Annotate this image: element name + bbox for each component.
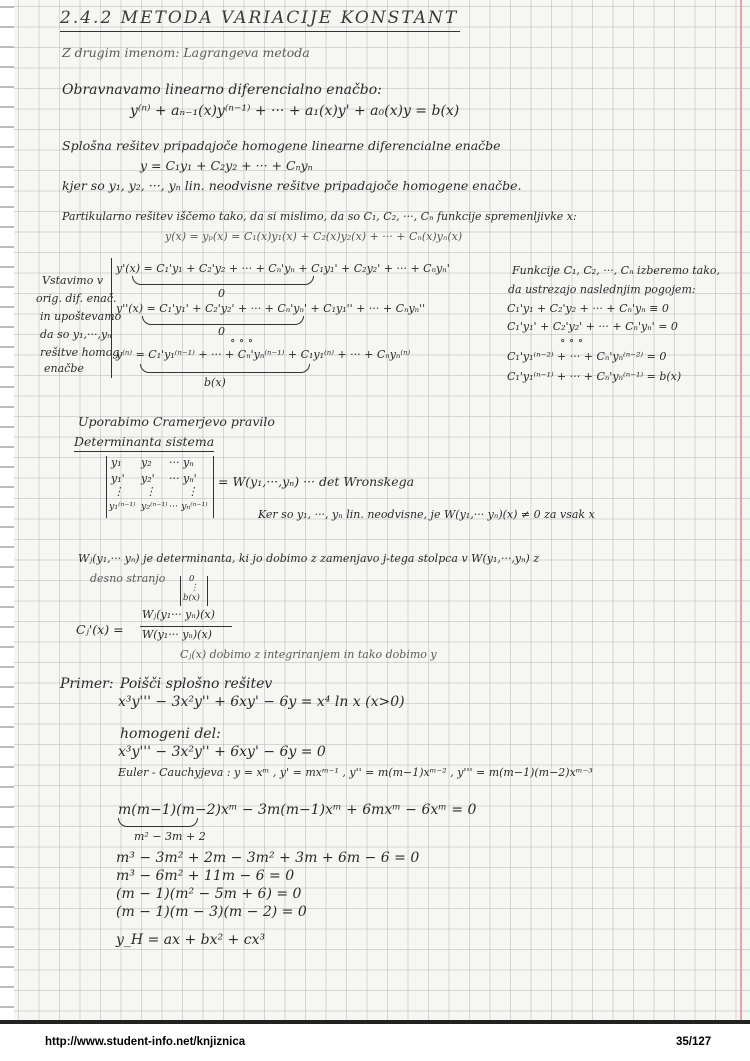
left-note-3: in upoštevamo <box>40 310 122 323</box>
determinant-title: Determinanta sistema <box>74 434 215 449</box>
left-note-2: orig. dif. enač. <box>36 292 117 305</box>
wronskian-label: = W(y₁,···,yₙ) ··· det Wronskega <box>218 474 415 489</box>
matrix-cell: y₁ <box>111 456 122 469</box>
source-link[interactable]: http://www.student-info.net/knjiznica <box>45 1036 246 1048</box>
step-1-under: m² − 3m + 2 <box>134 830 206 843</box>
first-derivative: y'(x) = C₁'y₁ + C₂'y₂ + ··· + Cₙ'yₙ + C₁y₁' + C₂y₂' + ··· + Cₙyₙ' <box>116 262 450 275</box>
matrix-cell: ⋮ <box>187 485 198 498</box>
brace-2 <box>142 316 304 325</box>
margin-line <box>740 0 742 1020</box>
footer-band <box>0 1020 750 1024</box>
condition-4: C₁'y₁⁽ⁿ⁻¹⁾ + ··· + Cₙ'yₙ⁽ⁿ⁻¹⁾ = b(x) <box>507 370 682 383</box>
left-note-4: da so y₁,···,yₙ <box>40 328 112 341</box>
condition-2: C₁'y₁' + C₂'y₂' + ··· + Cₙ'yₙ' = 0 <box>507 320 678 333</box>
homogeneous-solution: y = C₁y₁ + C₂y₂ + ··· + Cₙyₙ <box>140 158 313 173</box>
left-note-1: Vstavimo v <box>42 274 104 287</box>
cramer-title: Uporabimo Cramerjevo pravilo <box>78 414 275 429</box>
cj-denominator: W(y₁··· yₙ)(x) <box>142 628 212 641</box>
wronskian-matrix <box>106 456 214 518</box>
second-derivative: y''(x) = C₁'y₁' + C₂'y₂' + ··· + Cₙ'yₙ' + C₁y₁'' + ··· + Cₙyₙ'' <box>116 302 426 315</box>
homogeneous-label: homogeni del: <box>120 726 221 742</box>
homogeneous-equation: x³y''' − 3x²y'' + 6xy' − 6y = 0 <box>118 744 326 760</box>
matrix-cell: y₁' <box>111 472 125 485</box>
matrix-cell: ⋮ <box>145 485 156 498</box>
nth-derivative: y⁽ⁿ⁾ = C₁'y₁⁽ⁿ⁻¹⁾ + ··· + Cₙ'yₙ⁽ⁿ⁻¹⁾ + C₁y₁⁽ⁿ⁾ + ··· + Cₙyₙ⁽ⁿ⁾ <box>116 348 411 361</box>
vector-cell: b(x) <box>183 593 200 603</box>
condition-3: C₁'y₁⁽ⁿ⁻²⁾ + ··· + Cₙ'yₙ⁽ⁿ⁻²⁾ = 0 <box>507 350 667 363</box>
step-1-brace <box>118 818 198 827</box>
det-title-underline <box>74 451 214 452</box>
step-1: m(m−1)(m−2)xᵐ − 3m(m−1)xᵐ + 6mxᵐ − 6xᵐ = 0 <box>118 802 477 818</box>
independence-note: kjer so y₁, y₂, ···, yₙ lin. neodvisne rešitve pripadajoče homogene enačbe. <box>62 178 522 193</box>
vector-cell: 0 <box>189 574 195 584</box>
step-2: m³ − 3m² + 2m − 3m² + 3m + 6m − 6 = 0 <box>116 850 420 866</box>
heading-underline <box>60 31 460 32</box>
euler-cauchy: Euler - Cauchyjeva : y = xᵐ , y' = mxᵐ⁻¹ , y'' = m(m−1)xᵐ⁻² , y''' = m(m−1)(m−2)xᵐ⁻³ <box>118 766 593 779</box>
section-heading: 2.4.2 METODA VARIACIJE KONSTANT <box>60 8 459 28</box>
left-note-6: enačbe <box>44 362 84 375</box>
matrix-cell: ··· yₙ' <box>169 472 197 485</box>
spiral-binding <box>0 0 14 1020</box>
matrix-cell: y₂' <box>141 472 155 485</box>
matrix-cell: y₂⁽ⁿ⁻¹⁾ <box>141 501 168 512</box>
matrix-cell: ··· yₙ <box>169 456 194 469</box>
right-note-1: Funkcije C₁, C₂, ···, Cₙ izberemo tako, <box>512 264 721 277</box>
wj-definition: Wⱼ(y₁,··· yₙ) je determinanta, ki jo dobimo z zamenjavo j-tega stolpca v W(y₁,···,yₙ) z <box>78 552 540 565</box>
brace-1 <box>132 276 314 285</box>
homogeneous-title: Splošna rešitev pripadajoče homogene linearne diferencialne enačbe <box>62 138 501 153</box>
ode-equation: y⁽ⁿ⁾ + aₙ₋₁(x)y⁽ⁿ⁻¹⁾ + ··· + a₁(x)y' + a₀(x)y = b(x) <box>130 103 460 119</box>
particular-equation: y(x) = yₚ(x) = C₁(x)y₁(x) + C₂(x)y₂(x) + ··· + Cₙ(x)yₙ(x) <box>165 230 463 243</box>
vector-cell: ⋮ <box>190 583 199 593</box>
page-counter: 35/127 <box>676 1036 712 1048</box>
wj-definition-2: desno stranjo <box>90 572 166 585</box>
right-side-vector <box>180 576 208 606</box>
example-label: Primer: <box>60 676 114 692</box>
derivative-dots: ∘ ∘ ∘ <box>230 334 254 347</box>
example-text: Poišči splošno rešitev <box>120 676 273 692</box>
particular-text: Partikularno rešitev iščemo tako, da si mislimo, da so C₁, C₂, ···, Cₙ funkcije spremenljivke x: <box>62 210 577 223</box>
cj-lhs: Cⱼ'(x) = <box>76 622 124 637</box>
condition-1: C₁'y₁ + C₂'y₂ + ··· + Cₙ'yₙ ≡ 0 <box>507 302 669 315</box>
example-equation: x³y''' − 3x²y'' + 6xy' − 6y = x⁴ ln x (x>0) <box>118 694 405 710</box>
zero-2: 0 <box>218 325 225 338</box>
footer-bar <box>0 1020 750 1061</box>
b-of-x: b(x) <box>204 376 226 389</box>
subtitle: Z drugim imenom: Lagrangeva metoda <box>62 45 310 60</box>
step-4: (m − 1)(m² − 5m + 6) = 0 <box>116 886 302 902</box>
nonzero-note: Ker so y₁, ···, yₙ lin. neodvisne, je W(y₁,··· yₙ)(x) ≠ 0 za vsak x <box>258 508 595 521</box>
matrix-cell: y₁⁽ⁿ⁻¹⁾ <box>109 501 136 512</box>
right-note-2: da ustrezajo naslednjim pogojem: <box>508 283 696 296</box>
zero-1: 0 <box>218 287 225 300</box>
step-5: (m − 1)(m − 3)(m − 2) = 0 <box>116 904 307 920</box>
cj-fraction-bar <box>140 626 232 627</box>
cj-numerator: Wⱼ(y₁··· yₙ)(x) <box>142 608 215 621</box>
matrix-cell: ··· yₙ⁽ⁿ⁻¹⁾ <box>169 501 208 512</box>
matrix-cell: ⋮ <box>113 485 124 498</box>
intro-text: Obravnavamo linearno diferencialno enačbo: <box>62 82 382 98</box>
cj-note: Cⱼ(x) dobimo z integriranjem in tako dobimo y <box>180 648 437 661</box>
step-3: m³ − 6m² + 11m − 6 = 0 <box>116 868 295 884</box>
brace-n <box>140 364 310 373</box>
condition-dots: ∘ ∘ ∘ <box>560 334 584 347</box>
matrix-cell: y₂ <box>141 456 152 469</box>
homogeneous-result: y_H = ax + bx² + cx³ <box>116 932 266 948</box>
left-note-5: rešitve homog. <box>40 346 123 359</box>
